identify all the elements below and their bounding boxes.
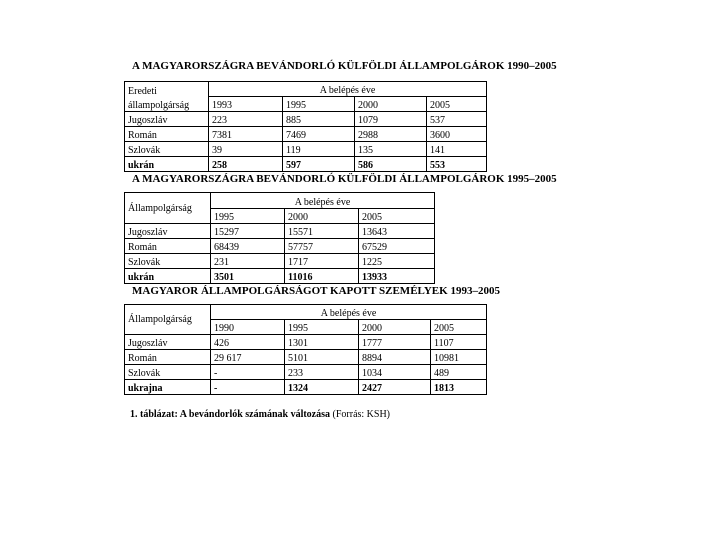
cell: 141 — [427, 142, 487, 157]
cell: 7469 — [283, 127, 355, 142]
cell: 1324 — [285, 380, 359, 395]
cell: 1034 — [359, 365, 431, 380]
cell: 233 — [285, 365, 359, 380]
table1-year: 2000 — [355, 97, 427, 112]
row-label: Jugoszláv — [125, 112, 209, 127]
row-label: ukrán — [125, 157, 209, 172]
cell: - — [211, 380, 285, 395]
cell: 29 617 — [211, 350, 285, 365]
caption-source: (Forrás: KSH) — [330, 409, 391, 420]
table2-year: 2000 — [285, 208, 359, 224]
table2-origin-header: Állampolgárság — [125, 193, 211, 224]
cell: 11016 — [285, 269, 359, 284]
table3-year: 1995 — [285, 320, 359, 335]
table-row — [125, 157, 487, 172]
table1-year: 2005 — [427, 97, 487, 112]
cell: 537 — [427, 112, 487, 127]
cell: 67529 — [359, 239, 435, 254]
table-row — [125, 380, 487, 395]
table3 — [124, 304, 487, 395]
cell: 13643 — [359, 224, 435, 239]
table1-year: 1993 — [209, 97, 283, 112]
table3-group-header: A belépés éve — [211, 305, 487, 320]
table3-year: 2005 — [431, 320, 487, 335]
caption-label: 1. táblázat: A bevándorlók számának változása — [130, 409, 331, 420]
cell: 489 — [431, 365, 487, 380]
table-row — [125, 142, 487, 157]
cell: 13933 — [359, 269, 435, 284]
cell: 1717 — [285, 254, 359, 269]
table2-header-row — [125, 193, 435, 209]
cell: 258 — [209, 157, 283, 172]
cell: 3501 — [211, 269, 285, 284]
row-label: ukrán — [125, 269, 211, 284]
table-row — [125, 112, 487, 127]
cell: 15297 — [211, 224, 285, 239]
table-row — [125, 365, 487, 380]
cell: 10981 — [431, 350, 487, 365]
table2-year: 2005 — [359, 208, 435, 224]
table2-group-header: A belépés éve — [211, 193, 435, 209]
table-row — [125, 127, 487, 142]
table1-origin-header: Eredeti — [125, 82, 209, 97]
cell: 1813 — [431, 380, 487, 395]
cell: 3600 — [427, 127, 487, 142]
cell: 1777 — [359, 335, 431, 350]
cell: 2427 — [359, 380, 431, 395]
table1-origin-header-2: állampolgárság — [125, 97, 209, 112]
table1-years-row — [125, 97, 487, 112]
table-row — [125, 335, 487, 350]
cell: 2988 — [355, 127, 427, 142]
table-caption — [130, 409, 390, 420]
table-row — [125, 269, 435, 284]
cell: 597 — [283, 157, 355, 172]
table3-header-row — [125, 305, 487, 320]
cell: 426 — [211, 335, 285, 350]
table-row — [125, 239, 435, 254]
table2 — [124, 192, 435, 284]
cell: 1079 — [355, 112, 427, 127]
row-label: Román — [125, 239, 211, 254]
table2-year: 1995 — [211, 208, 285, 224]
cell: 553 — [427, 157, 487, 172]
row-label: Jugoszláv — [125, 224, 211, 239]
cell: 1301 — [285, 335, 359, 350]
cell: 1225 — [359, 254, 435, 269]
table3-origin-header: Állampolgárság — [125, 305, 211, 335]
table1-title: A MAGYARORSZÁGRA BEVÁNDORLÓ KÜLFÖLDI ÁLLAMPOLGÁROK 1990–2005 — [132, 60, 557, 72]
row-label: Román — [125, 127, 209, 142]
table1 — [124, 81, 487, 172]
cell: 119 — [283, 142, 355, 157]
row-label: Román — [125, 350, 211, 365]
table1-header-row — [125, 82, 487, 97]
table2-title: A MAGYARORSZÁGRA BEVÁNDORLÓ KÜLFÖLDI ÁLLAMPOLGÁROK 1995–2005 — [132, 173, 557, 185]
cell: 135 — [355, 142, 427, 157]
cell: 586 — [355, 157, 427, 172]
table-row — [125, 350, 487, 365]
row-label: Szlovák — [125, 365, 211, 380]
cell: 231 — [211, 254, 285, 269]
cell: 57757 — [285, 239, 359, 254]
table1-year: 1995 — [283, 97, 355, 112]
row-label: Jugoszláv — [125, 335, 211, 350]
cell: - — [211, 365, 285, 380]
table3-title: MAGYAROR ÁLLAMPOLGÁRSÁGOT KAPOTT SZEMÉLYEK 1993–2005 — [132, 285, 500, 297]
cell: 885 — [283, 112, 355, 127]
cell: 1107 — [431, 335, 487, 350]
cell: 5101 — [285, 350, 359, 365]
table-row — [125, 254, 435, 269]
cell: 39 — [209, 142, 283, 157]
table3-year: 1990 — [211, 320, 285, 335]
row-label: Szlovák — [125, 142, 209, 157]
cell: 15571 — [285, 224, 359, 239]
table3-year: 2000 — [359, 320, 431, 335]
table-row — [125, 224, 435, 239]
row-label: ukrajna — [125, 380, 211, 395]
cell: 7381 — [209, 127, 283, 142]
row-label: Szlovák — [125, 254, 211, 269]
table1-group-header: A belépés éve — [209, 82, 487, 97]
cell: 8894 — [359, 350, 431, 365]
cell: 68439 — [211, 239, 285, 254]
cell: 223 — [209, 112, 283, 127]
